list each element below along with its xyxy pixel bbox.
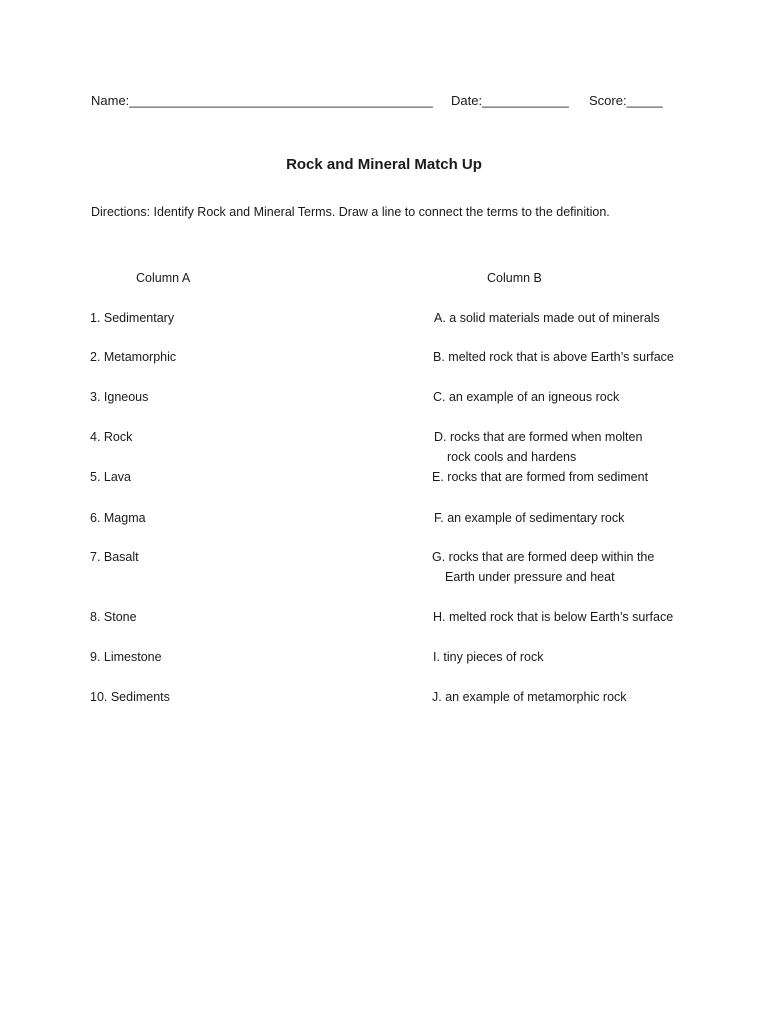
page-title: Rock and Mineral Match Up: [286, 156, 482, 173]
definition-item[interactable]: [432, 547, 654, 587]
term-item[interactable]: 2. Metamorphic: [90, 350, 177, 364]
definition-line: H. melted rock that is below Earth’s surface: [433, 610, 674, 624]
term-item[interactable]: 7. Basalt: [90, 550, 139, 564]
definition-line: G. rocks that are formed deep within the: [432, 550, 655, 564]
term-item[interactable]: 5. Lava: [90, 470, 132, 484]
definition-line: C. an example of an igneous rock: [433, 390, 620, 404]
column-b-header: Column B: [487, 271, 542, 285]
definition-item[interactable]: [433, 607, 673, 627]
term-item[interactable]: 1. Sedimentary: [90, 311, 175, 325]
date-label: Date:: [451, 93, 483, 108]
definition-item[interactable]: [433, 647, 543, 667]
definition-line: B. melted rock that is above Earth’s surface: [433, 350, 674, 364]
definition-line: I. tiny pieces of rock: [433, 650, 544, 664]
definition-line: E. rocks that are formed from sediment: [432, 470, 649, 484]
term-item[interactable]: 3. Igneous: [90, 390, 149, 404]
definition-line: F. an example of sedimentary rock: [434, 511, 625, 525]
name-blank[interactable]: __________________________________________: [129, 93, 433, 108]
definition-line: J. an example of metamorphic rock: [432, 690, 627, 704]
definition-item[interactable]: [433, 347, 674, 367]
definition-item[interactable]: [433, 387, 619, 407]
term-item[interactable]: 10. Sediments: [90, 690, 170, 704]
date-field[interactable]: [451, 93, 569, 108]
directions-text: Directions: Identify Rock and Mineral Terms. Draw a line to connect the terms to the definition.: [91, 205, 610, 219]
definition-line-continued: Earth under pressure and heat: [445, 570, 615, 584]
definition-line: A. a solid materials made out of minerals: [434, 311, 660, 325]
score-field[interactable]: [589, 93, 663, 108]
definition-item[interactable]: [434, 427, 642, 467]
score-label: Score:: [589, 93, 627, 108]
definition-item[interactable]: [432, 687, 627, 707]
name-field[interactable]: [91, 93, 433, 108]
column-a-header: Column A: [136, 271, 191, 285]
definition-item[interactable]: [434, 308, 660, 328]
definition-item[interactable]: [434, 508, 624, 528]
term-item[interactable]: 8. Stone: [90, 610, 137, 624]
definition-line: D. rocks that are formed when molten: [434, 430, 643, 444]
name-label: Name:: [91, 93, 130, 108]
term-item[interactable]: 9. Limestone: [90, 650, 162, 664]
definition-line-continued: rock cools and hardens: [447, 450, 577, 464]
date-blank[interactable]: ____________: [482, 93, 569, 108]
term-item[interactable]: 4. Rock: [90, 430, 133, 444]
score-blank[interactable]: _____: [626, 93, 663, 108]
term-item[interactable]: 6. Magma: [90, 511, 146, 525]
definition-item[interactable]: [432, 467, 648, 487]
